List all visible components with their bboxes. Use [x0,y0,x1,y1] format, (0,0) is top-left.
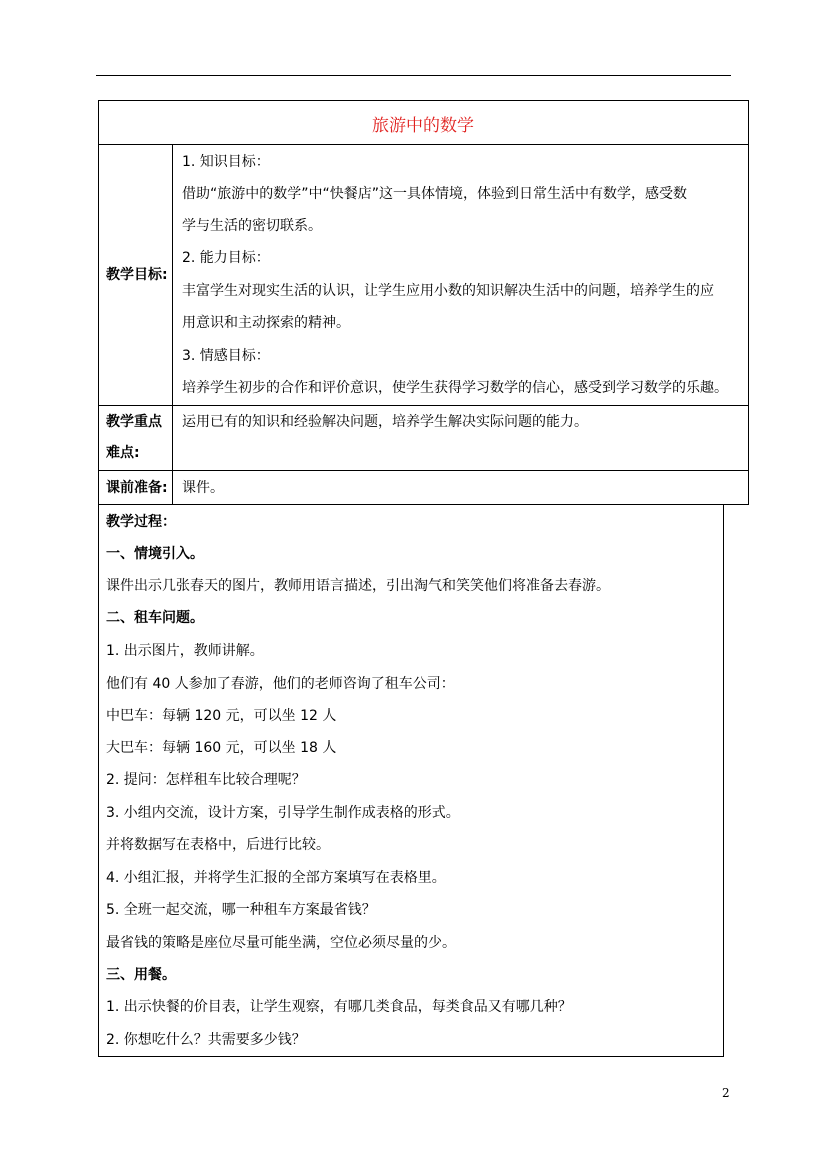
preparation-text: 课件。 [182,480,224,496]
row-divider [98,470,749,471]
objective-line: 培养学生初步的合作和评价意识，使学生获得学习数学的信心，感受到学习数学的乐趣。 [182,380,728,396]
process-line: 2. 提问：怎样租车比较合理呢？ [106,772,306,788]
header-rule [96,75,731,76]
process-line: 最省钱的策略是座位尽量可能坐满，空位必须尽量的少。 [106,935,456,951]
section-heading: 三、用餐。 [106,967,176,983]
process-line: 中巴车：每辆 120 元，可以坐 12 人 [106,708,337,724]
process-line: 1. 出示快餐的价目表，让学生观察，有哪几类食品，每类食品又有哪几种？ [106,999,572,1015]
objective-line: 借助“旅游中的数学”中“快餐店”这一具体情境，体验到日常生活中有数学，感受数 [182,186,688,202]
process-line: 4. 小组汇报，并将学生汇报的全部方案填写在表格里。 [106,870,446,886]
process-line: 1. 出示图片，教师讲解。 [106,643,264,659]
process-line: 并将数据写在表格中，后进行比较。 [106,837,330,853]
process-line: 3. 小组内交流，设计方案，引导学生制作成表格的形式。 [106,805,460,821]
preparation-label: 课前准备: [106,480,168,496]
column-divider [172,144,173,505]
key-points-label: 难点: [106,445,140,461]
process-heading: 教学过程： [106,514,176,530]
key-points-text: 运用已有的知识和经验解决问题，培养学生解决实际问题的能力。 [182,414,588,430]
section-heading: 一、情境引入。 [106,546,204,562]
objective-line: 2. 能力目标： [182,250,270,266]
objective-line: 3. 情感目标： [182,348,270,364]
objective-line: 学与生活的密切联系。 [182,218,322,234]
objective-line: 用意识和主动探索的精神。 [182,315,350,331]
objective-line: 丰富学生对现实生活的认识，让学生应用小数的知识解决生活中的问题，培养学生的应 [182,283,714,299]
key-points-label: 教学重点 [106,414,162,430]
lesson-title: 旅游中的数学 [372,115,474,136]
process-line: 5. 全班一起交流，哪一种租车方案最省钱？ [106,902,376,918]
process-line: 2. 你想吃什么？共需要多少钱？ [106,1032,306,1048]
process-line: 课件出示几张春天的图片，教师用语言描述，引出淘气和笑笑他们将准备去春游。 [106,578,610,594]
section-heading: 二、租车问题。 [106,610,204,626]
process-line: 大巴车：每辆 160 元，可以坐 18 人 [106,740,337,756]
page-number: 2 [722,1086,730,1100]
process-line: 他们有 40 人参加了春游，他们的老师咨询了租车公司： [106,676,455,692]
objectives-label: 教学目标: [106,267,168,283]
objective-line: 1. 知识目标： [182,154,270,170]
row-divider [98,405,749,406]
